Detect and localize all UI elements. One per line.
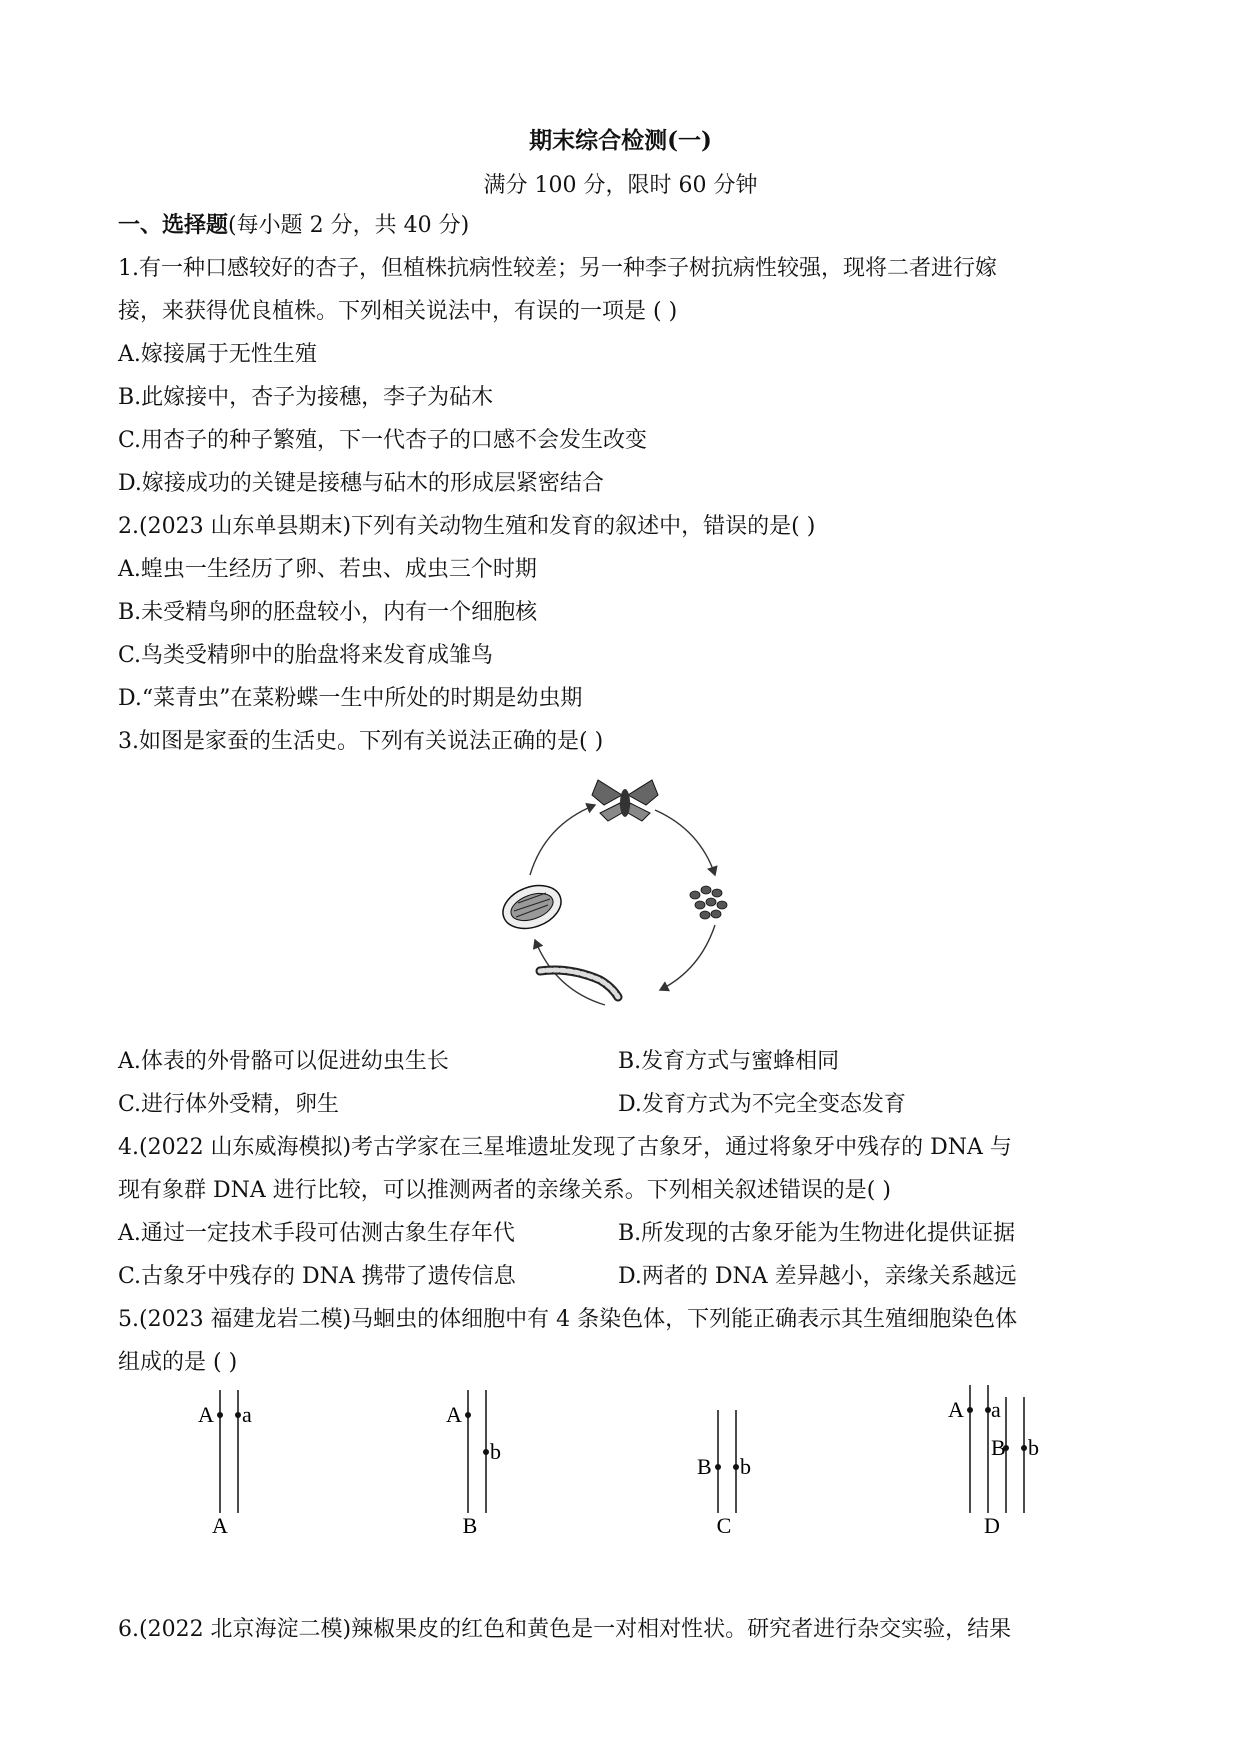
moth-icon	[592, 780, 658, 821]
q4-stem-line2: 现有象群 DNA 进行比较，可以推测两者的亲缘关系。下列相关叙述错误的是( )	[118, 1178, 891, 1203]
section-heading-note: (每小题 2 分，共 40 分)	[228, 213, 470, 238]
page-title: 期末综合检测(一)	[529, 127, 712, 154]
section-heading-label: 一、选择题	[118, 212, 229, 238]
q5-stem-line2: 组成的是 ( )	[118, 1350, 238, 1375]
q4-option-d: D.两者的 DNA 差异越小，亲缘关系越远	[618, 1264, 1017, 1289]
option-letter: C	[716, 1513, 732, 1535]
gene-label: b	[740, 1454, 751, 1479]
option-letter: A	[212, 1513, 228, 1535]
q4-option-b: B.所发现的古象牙能为生物进化提供证据	[618, 1221, 1016, 1246]
gene-label: b	[1028, 1435, 1039, 1460]
q1-stem-line2: 接，来获得优良植株。下列相关说法中，有误的一项是 ( )	[118, 299, 678, 324]
cocoon-icon	[500, 878, 567, 936]
page-subtitle: 满分 100 分，限时 60 分钟	[483, 173, 758, 198]
section-heading	[118, 208, 469, 239]
gene-label: A	[948, 1397, 964, 1422]
gene-label: a	[242, 1402, 252, 1427]
q3-option-a: A.体表的外骨骼可以促进幼虫生长	[118, 1049, 449, 1074]
option-letter: B	[462, 1513, 478, 1535]
chromosome-option-a	[190, 1385, 270, 1535]
q4-option-a: A.通过一定技术手段可估测古象生存年代	[118, 1221, 515, 1246]
arrow-moth-to-eggs	[655, 810, 715, 875]
q6-stem-line1: 6.(2022 北京海淀二模)辣椒果皮的红色和黄色是一对相对性状。研究者进行杂交实验，结果	[118, 1617, 1012, 1642]
arrow-eggs-to-larva	[660, 925, 715, 990]
q1-option-c: C.用杏子的种子繁殖，下一代杏子的口感不会发生改变	[118, 428, 648, 453]
arrow-cocoon-to-moth	[530, 805, 595, 875]
q1-stem-line1: 1.有一种口感较好的杏子，但植株抗病性较差；另一种李子树抗病性较强，现将二者进行嫁	[118, 256, 997, 281]
q3-option-c: C.进行体外受精，卵生	[118, 1092, 340, 1117]
option-letter: D	[984, 1513, 1000, 1535]
q2-option-a: A.蝗虫一生经历了卵、若虫、成虫三个时期	[118, 557, 537, 582]
gene-label: A	[446, 1402, 462, 1427]
q2-option-d: D.“菜青虫”在菜粉蝶一生中所处的时期是幼虫期	[118, 686, 583, 711]
q3-stem: 3.如图是家蚕的生活史。下列有关说法正确的是( )	[118, 729, 604, 754]
q1-option-d: D.嫁接成功的关键是接穗与砧木的形成层紧密结合	[118, 471, 604, 496]
q4-option-c: C.古象牙中残存的 DNA 携带了遗传信息	[118, 1264, 516, 1289]
silkworm-life-cycle-figure	[500, 775, 740, 1025]
q3-option-b: B.发育方式与蜜蜂相同	[618, 1049, 840, 1074]
q2-option-b: B.未受精鸟卵的胚盘较小，内有一个细胞核	[118, 600, 538, 625]
q1-option-a: A.嫁接属于无性生殖	[118, 342, 317, 367]
chromosome-option-c	[690, 1385, 770, 1535]
eggs-icon	[690, 886, 727, 919]
q4-stem-line1: 4.(2022 山东威海模拟)考古学家在三星堆遗址发现了古象牙，通过将象牙中残存的 DNA 与	[118, 1135, 1012, 1160]
q3-option-d: D.发育方式为不完全变态发育	[618, 1092, 906, 1117]
chromosome-option-b	[440, 1385, 520, 1535]
gene-label: a	[991, 1397, 1001, 1422]
q1-option-b: B.此嫁接中，杏子为接穗，李子为砧木	[118, 385, 494, 410]
chromosome-option-d	[940, 1385, 1060, 1535]
gene-label: A	[198, 1402, 214, 1427]
gene-label: b	[490, 1439, 501, 1464]
gene-label: B	[697, 1454, 712, 1479]
gene-label: B	[991, 1435, 1006, 1460]
q2-option-c: C.鸟类受精卵中的胎盘将来发育成雏鸟	[118, 643, 494, 668]
q2-stem: 2.(2023 山东单县期末)下列有关动物生殖和发育的叙述中，错误的是( )	[118, 514, 816, 539]
q5-stem-line1: 5.(2023 福建龙岩二模)马蛔虫的体细胞中有 4 条染色体，下列能正确表示其生殖细胞染色体	[118, 1307, 1018, 1332]
